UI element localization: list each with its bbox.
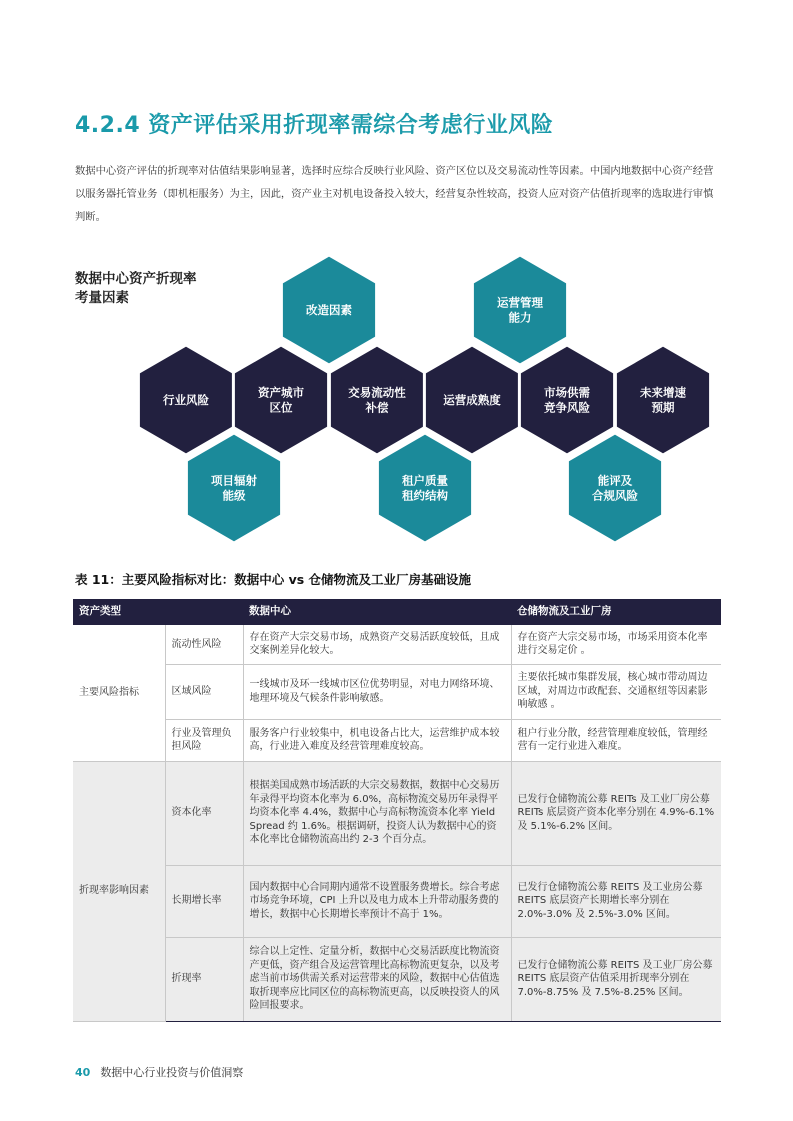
hexagon-factor	[138, 345, 233, 455]
risk-comparison-table	[73, 599, 721, 1022]
hexagon-factor	[519, 345, 614, 455]
intro-paragraph: 数据中心资产评估的折现率对估值结果影响显著，选择时应综合反映行业风险、资产区位以及交易流动性等因素。中国内地数据中心资产经营以服务器托管业务（即机柜服务）为主，因此，资产业主对机电设备投入较大，经营复杂性较高，投资人应对资产估值折现率的选取进行审慎判断。	[75, 165, 714, 223]
hexagon-label: 竞争风险	[544, 400, 590, 415]
cell-warehouse: 已发行仓储物流公募 REITs 及工业厂房公募 REITs 底层资产资本化率分别在 4.9%-6.1% 及 5.1%-6.2% 区间。	[511, 761, 721, 865]
section-title: 4.2.4 资产评估采用折现率需综合考虑行业风险	[75, 113, 554, 138]
hexagon-factor	[567, 433, 662, 543]
table-row	[73, 865, 721, 937]
header-asset-type: 资产类型	[73, 599, 243, 625]
hexagon-factor	[281, 255, 376, 365]
hexagon-label: 租户质量	[402, 473, 448, 488]
group-label-discount: 折现率影响因素	[73, 761, 165, 1021]
row-label: 资本化率	[165, 761, 243, 865]
cell-data-center: 根据美国成熟市场活跃的大宗交易数据，数据中心交易历年录得平均资本化率为 6.0%，高标物流交易历年录得平均资本化率 4.4%，数据中心与高标物流资本化率 Yield Spread 约 1.6%。根据调研，投资人认为数据中心的资本化率比仓储物流高出约 2-3 个百分点。	[243, 761, 511, 865]
table-row	[73, 719, 721, 761]
row-label: 长期增长率	[165, 865, 243, 937]
table-caption: 表 11：主要风险指标对比：数据中心 vs 仓储物流及工业厂房基础设施	[75, 572, 472, 587]
footer-title: 数据中心行业投资与价值洞察	[100, 1066, 244, 1079]
table-row	[73, 761, 721, 865]
hexagon-factor	[186, 433, 281, 543]
page-footer	[75, 1064, 243, 1080]
row-label: 区域风险	[165, 664, 243, 719]
cell-data-center: 综合以上定性、定量分析，数据中心交易活跃度比物流资产更低，资产组合及运营管理比高标物流更复杂，以及考虑当前市场供需关系对运营带来的风险，数据中心估值选取折现率应比同区位的高标物流更高，以反映投资人的风险回报要求。	[243, 937, 511, 1021]
cell-data-center: 服务客户行业较集中，机电设备占比大，运营维护成本较高，行业进入难度及经营管理难度较高。	[243, 719, 511, 761]
row-label: 折现率	[165, 937, 243, 1021]
hexagon-label: 补偿	[365, 400, 389, 415]
row-label: 流动性风险	[165, 625, 243, 664]
cell-data-center: 国内数据中心合同期内通常不设置服务费增长。综合考虑市场竞争环境，CPI 上升以及电力成本上升带动服务费的增长，数据中心长期增长率预计不高于 1%。	[243, 865, 511, 937]
hexagon-label: 资产城市	[258, 385, 304, 400]
hexagon-label: 预期	[651, 400, 675, 415]
diagram-title-line2: 考量因素	[75, 290, 129, 306]
hexagon-label: 区位	[269, 400, 293, 415]
table-row	[73, 625, 721, 664]
hexagon-label: 改造因素	[306, 303, 352, 317]
header-warehouse: 仓储物流及工业厂房	[511, 599, 721, 625]
cell-warehouse: 已发行仓储物流公募 REITS 及工业厂房公募 REITS 底层资产估值采用折现率分别在 7.0%-8.75% 及 7.5%-8.25% 区间。	[511, 937, 721, 1021]
row-label: 行业及管理负担风险	[165, 719, 243, 761]
cell-data-center: 一线城市及环一线城市区位优势明显，对电力网络环境、地理环境及气候条件影响敏感。	[243, 664, 511, 719]
group-label-risk: 主要风险指标	[73, 625, 165, 761]
hexagon-label: 项目辐射	[211, 473, 257, 488]
table-row	[73, 664, 721, 719]
table-row	[73, 937, 721, 1021]
hexagon-factor	[424, 345, 519, 455]
hexagon-label: 未来增速	[640, 385, 686, 400]
hexagon-label: 合规风险	[592, 488, 638, 503]
hexagon-label: 运营成熟度	[443, 393, 501, 407]
hexagon-factor	[233, 345, 328, 455]
hexagon-label: 行业风险	[163, 393, 209, 407]
cell-warehouse: 租户行业分散，经营管理难度较低，管理经营有一定行业进入难度。	[511, 719, 721, 761]
hexagon-label: 运营管理	[497, 295, 543, 310]
cell-warehouse: 已发行仓储物流公募 REITS 及工业房公募 REITS 底层资产长期增长率分别在 2.0%-3.0% 及 2.5%-3.0% 区间。	[511, 865, 721, 937]
page-number: 40	[75, 1066, 91, 1079]
hexagon-label: 市场供需	[544, 385, 590, 400]
hexagon-label: 交易流动性	[348, 385, 406, 400]
hexagon-factor	[329, 345, 424, 455]
cell-warehouse: 存在资产大宗交易市场，市场采用资本化率进行交易定价 。	[511, 625, 721, 664]
factors-hexagon-diagram	[0, 250, 793, 550]
hexagon-factor	[377, 433, 472, 543]
hexagon-label: 能级	[222, 488, 246, 503]
cell-warehouse: 主要依托城市集群发展，核心城市带动周边区域，对周边市政配套、交通枢纽等因素影响敏感 。	[511, 664, 721, 719]
diagram-title-line1: 数据中心资产折现率	[75, 271, 197, 287]
hexagon-label: 租约结构	[402, 488, 448, 503]
cell-data-center: 存在资产大宗交易市场，成熟资产交易活跃度较低，且成交案例差异化较大。	[243, 625, 511, 664]
table-header-row	[73, 599, 721, 625]
hexagon-label: 能力	[508, 310, 532, 325]
hexagon-factor	[615, 345, 710, 455]
hexagon-factor	[472, 255, 567, 365]
header-data-center: 数据中心	[243, 599, 511, 625]
hexagon-label: 能评及	[597, 473, 633, 488]
